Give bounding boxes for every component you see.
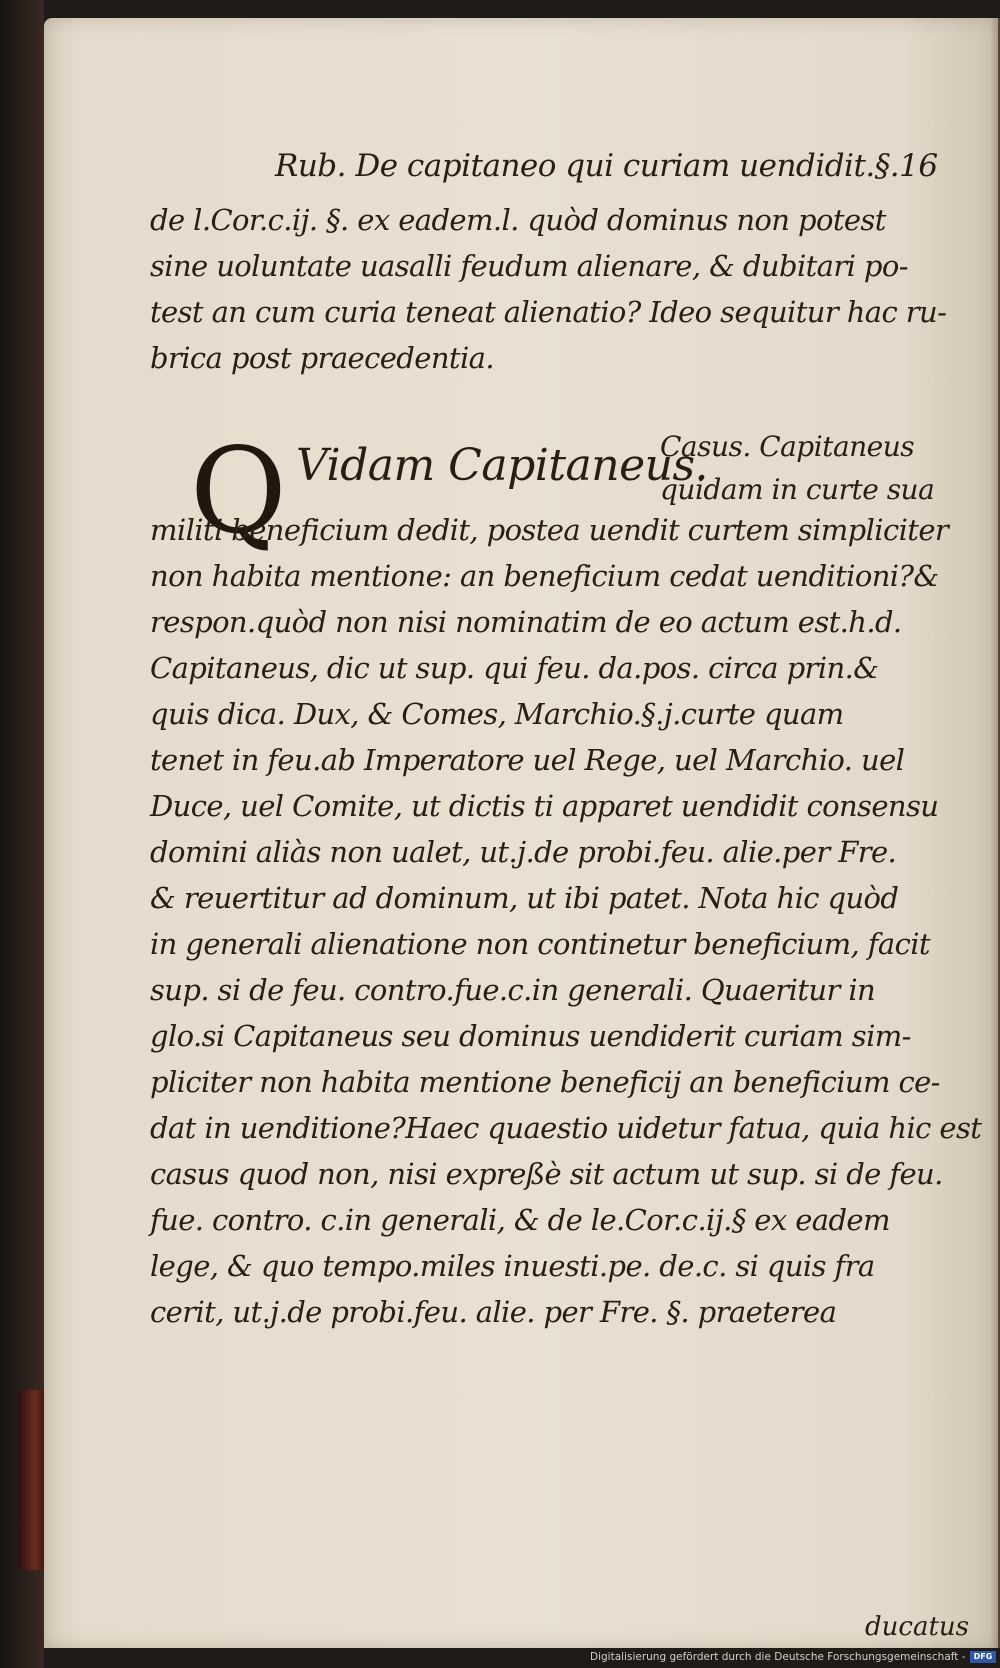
body-line: glo.si Capitaneus seu dominus uendiderit curiam sim-	[150, 1019, 911, 1053]
intro-line: test an cum curia teneat alienatio? Ideo sequitur hac ru-	[150, 295, 947, 329]
dfg-logo: DFG	[970, 1651, 996, 1663]
body-line: Capitaneus, dic ut sup. qui feu. da.pos. circa prin.&	[150, 651, 879, 685]
binding-spine	[18, 1390, 46, 1570]
body-line: Duce, uel Comite, ut dictis ti apparet uendidit consensu	[150, 789, 939, 823]
page-edge	[990, 18, 1000, 1648]
body-line: militi beneficium dedit, postea uendit curtem simpliciter	[150, 513, 949, 547]
running-title: Rub. De capitaneo qui curiam uendidit.§.16	[275, 148, 938, 184]
intro-line: sine uoluntate uasalli feudum alienare, & dubitari po-	[150, 249, 908, 283]
body-line: quis dica. Dux, & Comes, Marchio.§.j.curte quam	[150, 697, 844, 731]
catchword: ducatus	[865, 1612, 969, 1642]
section-opening: Vidam Capitaneus.	[296, 440, 709, 491]
body-line: fue. contro. c.in generali, & de le.Cor.c.ij.§ ex eadem	[150, 1203, 890, 1237]
body-line: lege, & quo tempo.miles inuesti.pe. de.c. si quis fra	[150, 1249, 875, 1283]
drop-cap: Q	[190, 422, 287, 560]
casus-heading: Casus. Capitaneus	[660, 430, 915, 463]
digitization-credit: Digitalisierung gefördert durch die Deutsche Forschungsgemeinschaft -	[590, 1651, 966, 1663]
body-line: casus quod non, nisi expreßè sit actum ut sup. si de feu.	[150, 1157, 943, 1191]
intro-line: de l.Cor.c.ij. §. ex eadem.l. quòd dominus non potest	[150, 203, 886, 237]
intro-line: brica post praecedentia.	[150, 341, 494, 375]
body-line: sup. si de feu. contro.fue.c.in generali. Quaeritur in	[150, 973, 876, 1007]
casus-line: quidam in curte sua	[660, 473, 935, 506]
body-line: in generali alienatione non continetur beneficium, facit	[150, 927, 930, 961]
body-line: respon.quòd non nisi nominatim de eo actum est.h.d.	[150, 605, 902, 639]
body-line: tenet in feu.ab Imperatore uel Rege, uel Marchio. uel	[150, 743, 905, 777]
body-line: pliciter non habita mentione beneficij an beneficium ce-	[150, 1065, 940, 1099]
body-line: non habita mentione: an beneficium cedat uenditioni?&	[150, 559, 939, 593]
body-line: dat in uenditione?Haec quaestio uidetur fatua, quia hic est	[150, 1111, 982, 1145]
body-line: & reuertitur ad dominum, ut ibi patet. Nota hic quòd	[150, 881, 899, 915]
body-line: domini aliàs non ualet, ut.j.de probi.feu. alie.per Fre.	[150, 835, 897, 869]
body-line: cerit, ut.j.de probi.feu. alie. per Fre. §. praeterea	[150, 1295, 837, 1329]
